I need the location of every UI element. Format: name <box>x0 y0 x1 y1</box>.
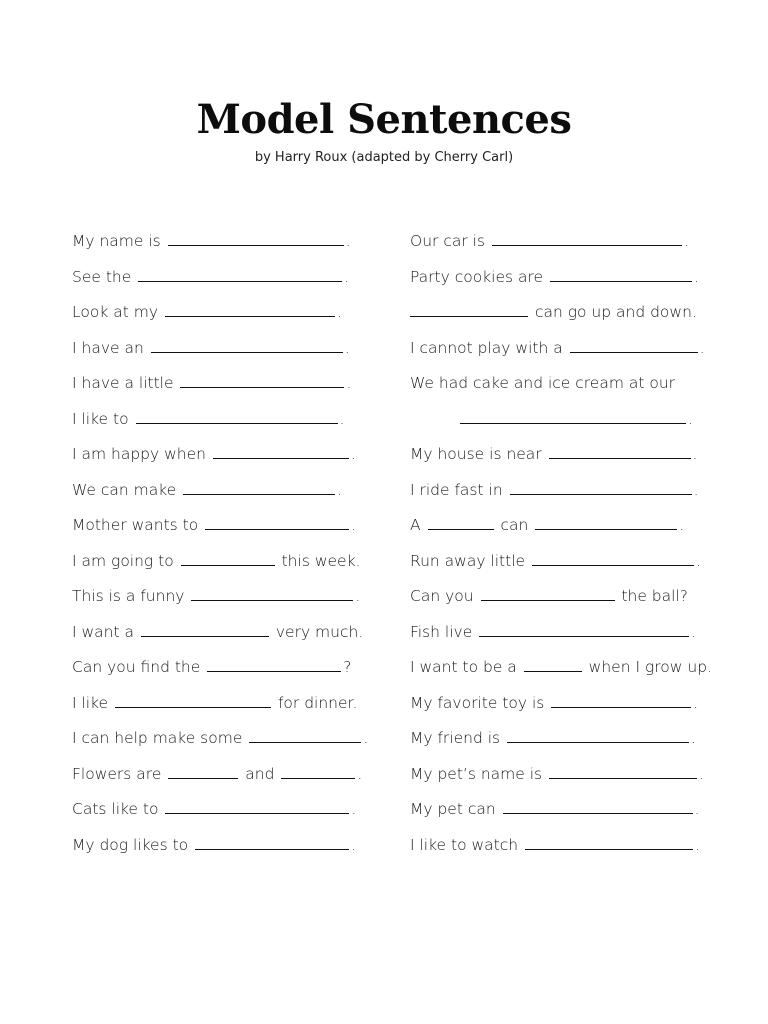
sentence-end: . <box>350 445 356 463</box>
answer-blank[interactable] <box>141 626 269 637</box>
sentence-text: Run away little <box>410 551 526 570</box>
sentence-line <box>72 616 372 652</box>
answer-blank[interactable] <box>549 448 691 459</box>
sentence-end: . <box>693 693 699 712</box>
sentence-line <box>72 332 372 368</box>
sentence-line <box>410 758 710 794</box>
sentence-end: ? <box>343 658 352 676</box>
page-title: Model Sentences <box>196 96 572 143</box>
sentence-line <box>72 438 372 474</box>
answer-blank[interactable] <box>168 768 238 779</box>
answer-blank[interactable] <box>507 732 689 743</box>
sentence-line <box>410 438 710 474</box>
sentence-text: Flowers are <box>72 764 162 783</box>
sentence-text: I can help make some <box>72 729 243 747</box>
sentence-text: I want a <box>72 622 134 641</box>
answer-blank[interactable] <box>525 839 693 850</box>
sentence-text: My favorite toy is <box>410 693 545 712</box>
sentence-end: . <box>679 516 685 534</box>
sentence-line <box>410 509 710 545</box>
sentence-line <box>72 793 372 829</box>
sentence-line <box>72 367 372 403</box>
answer-blank[interactable] <box>249 732 361 743</box>
sentence-end: this week. <box>281 551 361 570</box>
sentence-text: I have a little <box>72 374 174 392</box>
sentence-line <box>410 225 710 261</box>
answer-blank[interactable] <box>570 342 698 353</box>
sentence-line <box>72 580 372 616</box>
sentence-line <box>410 261 710 297</box>
sentence-line <box>72 474 372 510</box>
sentence-end: . <box>357 764 363 783</box>
sentence-text: This is a funny <box>72 587 185 605</box>
sentence-end: . <box>345 232 351 250</box>
answer-blank[interactable] <box>479 626 689 637</box>
sentence-end: when I grow up. <box>588 658 712 676</box>
sentence-line <box>410 474 710 510</box>
sentence-line <box>72 829 372 865</box>
sentence-end: . <box>336 303 342 321</box>
answer-blank[interactable] <box>549 768 697 779</box>
answer-blank[interactable] <box>535 519 677 530</box>
sentence-text: My pet’s name is <box>410 764 543 783</box>
sentence-end: . <box>695 835 700 854</box>
sentence-text: I like <box>72 693 109 712</box>
sentence-line <box>72 758 372 794</box>
sentence-end: . <box>355 587 361 605</box>
answer-blank[interactable] <box>503 803 693 814</box>
sentence-end: . <box>351 800 357 818</box>
sentence-line <box>410 367 710 403</box>
sentence-text: We had cake and ice cream at our <box>410 374 676 392</box>
sentence-text: Mother wants to <box>72 516 199 534</box>
sentence-text: We can make <box>72 480 177 499</box>
sentence-line <box>72 687 372 723</box>
answer-blank[interactable] <box>195 839 349 850</box>
answer-blank[interactable] <box>213 448 349 459</box>
sentence-text: I want to be a <box>410 658 517 676</box>
sentence-end: . <box>337 480 343 499</box>
sentence-text: I like to watch <box>410 835 519 854</box>
sentence-line <box>72 261 372 297</box>
sentence-end: . <box>339 409 345 428</box>
sentence-text: I am going to <box>72 551 174 570</box>
sentence-end: . <box>688 409 693 428</box>
answer-blank[interactable] <box>138 271 342 282</box>
sentence-text: I have an <box>72 338 144 357</box>
sentence-text: Can you find the <box>72 658 201 676</box>
sentence-line <box>72 509 372 545</box>
sentence-text: My pet can <box>410 800 496 818</box>
sentence-text: Our car is <box>410 232 486 250</box>
left-column <box>72 225 372 864</box>
sentence-text: Can you <box>410 587 474 605</box>
sentence-end: . <box>695 551 701 570</box>
sentence-text: My friend is <box>410 729 501 747</box>
sentence-text: Party cookies are <box>410 267 544 286</box>
sentence-line <box>72 545 372 581</box>
answer-blank[interactable] <box>180 377 344 388</box>
sentence-text: Cats like to <box>72 800 159 818</box>
sentence-end: . <box>699 764 704 783</box>
sentence-line <box>410 651 710 687</box>
answer-blank[interactable] <box>136 413 338 424</box>
sentence-line <box>410 332 710 368</box>
answer-blank[interactable] <box>524 661 582 672</box>
sentence-end: . <box>346 374 352 392</box>
answer-blank[interactable] <box>281 768 355 779</box>
sentence-line <box>72 403 372 439</box>
sentence-end: . <box>699 338 705 357</box>
sentence-text: A <box>410 516 421 534</box>
sentence-end: . <box>693 480 699 499</box>
sentence-line <box>410 722 710 758</box>
sentence-end: . <box>351 516 357 534</box>
sentence-line <box>72 722 372 758</box>
sentence-end: . <box>683 232 689 250</box>
answer-blank[interactable] <box>532 555 694 566</box>
sentence-line <box>410 616 710 652</box>
answer-blank[interactable] <box>550 271 692 282</box>
answer-blank[interactable] <box>181 555 275 566</box>
sentence-text: My name is <box>72 232 161 250</box>
sentence-line <box>410 829 710 865</box>
sentence-end: . <box>692 445 698 463</box>
sentence-end: can go up and down. <box>534 303 697 321</box>
sentence-end: for dinner. <box>277 693 358 712</box>
answer-blank[interactable] <box>191 590 353 601</box>
right-column <box>410 225 710 864</box>
sentence-end: . <box>691 622 697 641</box>
sentence-text: My dog likes to <box>72 835 189 854</box>
sentence-end: . <box>694 800 700 818</box>
answer-blank[interactable] <box>428 519 494 530</box>
sentence-end: . <box>691 729 696 747</box>
sentence-text: I ride fast in <box>410 480 503 499</box>
sentence-line <box>410 580 710 616</box>
sentence-line <box>410 296 710 332</box>
answer-blank[interactable] <box>165 306 335 317</box>
answer-blank[interactable] <box>165 803 349 814</box>
sentence-text: Fish live <box>410 622 473 641</box>
sentence-line <box>410 403 710 439</box>
sentence-text: See the <box>72 267 132 286</box>
sentence-line <box>72 225 372 261</box>
sentence-end: . <box>694 267 699 286</box>
answer-blank[interactable] <box>115 697 271 708</box>
sentence-end: the ball? <box>621 587 688 605</box>
answer-blank[interactable] <box>551 697 691 708</box>
sentence-end: very much. <box>275 622 364 641</box>
answer-blank[interactable] <box>460 413 686 424</box>
answer-blank[interactable] <box>207 661 341 672</box>
sentence-text: can <box>500 516 529 534</box>
sentence-end: . <box>351 835 357 854</box>
sentence-end: . <box>344 338 350 357</box>
answer-blank[interactable] <box>205 519 349 530</box>
sentence-line <box>410 793 710 829</box>
answer-blank[interactable] <box>510 484 692 495</box>
sentence-text: I cannot play with a <box>410 338 563 357</box>
sentence-line <box>410 545 710 581</box>
sentence-text: I like to <box>72 409 129 428</box>
answer-blank[interactable] <box>168 235 344 246</box>
sentence-line <box>72 651 372 687</box>
sentence-text: My house is near <box>410 445 542 463</box>
sentence-line <box>410 687 710 723</box>
sentence-text: Look at my <box>72 303 159 321</box>
answer-blank[interactable] <box>410 306 528 317</box>
answer-blank[interactable] <box>183 484 335 495</box>
answer-blank[interactable] <box>492 235 682 246</box>
page-subtitle: by Harry Roux (adapted by Cherry Carl) <box>254 150 514 165</box>
sentence-text: I am happy when <box>72 445 206 463</box>
answer-blank[interactable] <box>481 590 615 601</box>
sentence-end: . <box>363 729 369 747</box>
sentence-end: . <box>344 267 350 286</box>
answer-blank[interactable] <box>151 342 343 353</box>
sentence-line <box>72 296 372 332</box>
sentence-text: and <box>245 764 275 783</box>
